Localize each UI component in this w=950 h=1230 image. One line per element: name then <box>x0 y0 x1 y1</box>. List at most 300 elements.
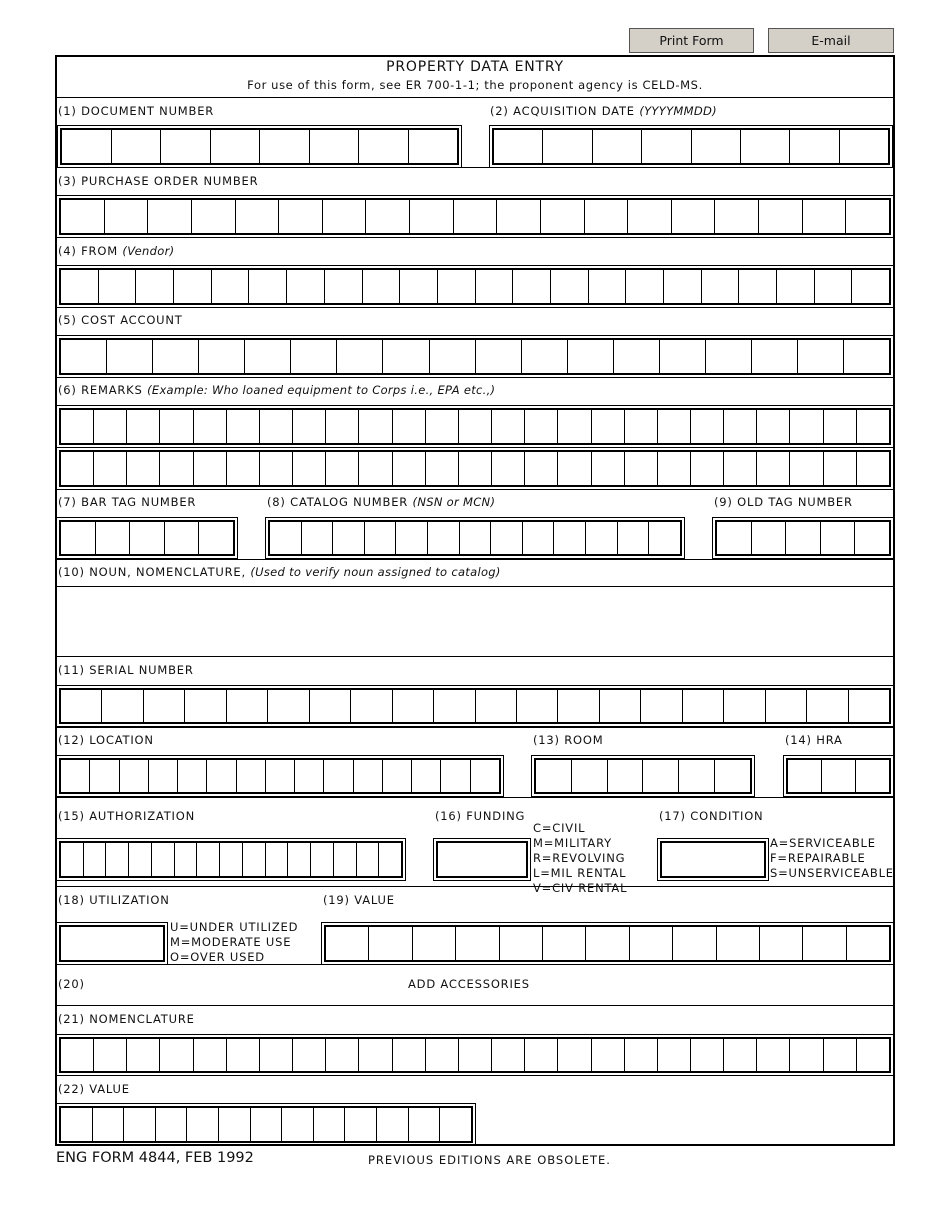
character-cell[interactable] <box>460 522 492 554</box>
character-cell[interactable] <box>600 690 641 722</box>
character-cell[interactable] <box>212 270 250 303</box>
character-cell[interactable] <box>61 340 107 373</box>
character-cell[interactable] <box>679 760 715 792</box>
character-cell[interactable] <box>61 1039 94 1071</box>
character-cell[interactable] <box>476 690 517 722</box>
character-cell[interactable] <box>554 522 586 554</box>
character-cell[interactable] <box>558 410 591 443</box>
character-cell[interactable] <box>62 130 112 163</box>
divider <box>55 586 895 587</box>
character-cell[interactable] <box>454 200 498 233</box>
character-cell[interactable] <box>471 760 499 792</box>
character-cell[interactable] <box>351 690 392 722</box>
cost-account-input[interactable] <box>56 335 894 378</box>
purchase-order-label: (3) PURCHASE ORDER NUMBER <box>58 174 259 188</box>
character-cell[interactable] <box>525 452 558 485</box>
character-cell[interactable] <box>777 270 815 303</box>
character-cell[interactable] <box>61 270 99 303</box>
character-cell[interactable] <box>211 130 261 163</box>
character-cell[interactable] <box>61 1108 93 1141</box>
utilization-code: O=OVER USED <box>170 950 265 964</box>
character-cell[interactable] <box>152 843 175 876</box>
character-cell[interactable] <box>287 270 325 303</box>
nomenclature-textarea[interactable] <box>57 588 893 655</box>
character-cell[interactable] <box>153 340 199 373</box>
character-cell[interactable] <box>717 927 760 960</box>
character-cell[interactable] <box>824 1039 857 1071</box>
character-cell[interactable] <box>127 410 160 443</box>
character-cell[interactable] <box>625 452 658 485</box>
character-cell[interactable] <box>426 410 459 443</box>
character-cell[interactable] <box>855 522 889 554</box>
character-cell[interactable] <box>759 200 803 233</box>
character-cell[interactable] <box>293 452 326 485</box>
character-cell[interactable] <box>692 130 741 163</box>
character-cell[interactable] <box>790 410 823 443</box>
character-cell[interactable] <box>293 1039 326 1071</box>
character-cell[interactable] <box>337 340 383 373</box>
room-label: (13) ROOM <box>533 733 604 747</box>
character-cell[interactable] <box>798 340 844 373</box>
character-cell[interactable] <box>492 410 525 443</box>
character-cell[interactable] <box>227 1039 260 1071</box>
character-cell[interactable] <box>365 522 397 554</box>
character-cell[interactable] <box>207 760 236 792</box>
value-input[interactable] <box>321 922 894 965</box>
funding-input[interactable] <box>433 838 531 881</box>
nomenclature-label: (10) NOUN, NOMENCLATURE, (Used to verify noun assigned to catalog) <box>58 565 501 579</box>
character-cell[interactable] <box>625 1039 658 1071</box>
bar-tag-input[interactable] <box>56 517 238 559</box>
character-cell[interactable] <box>760 927 803 960</box>
character-cell[interactable] <box>592 452 625 485</box>
character-cell[interactable] <box>363 270 401 303</box>
character-cell[interactable] <box>739 270 777 303</box>
character-cell[interactable] <box>161 130 211 163</box>
vendor-input[interactable] <box>56 265 894 308</box>
character-cell[interactable] <box>625 410 658 443</box>
divider <box>55 727 895 728</box>
character-cell[interactable] <box>409 1108 441 1141</box>
character-cell[interactable] <box>691 410 724 443</box>
character-cell[interactable] <box>803 927 846 960</box>
character-cell[interactable] <box>852 270 889 303</box>
character-cell[interactable] <box>194 410 227 443</box>
character-cell[interactable] <box>120 760 149 792</box>
character-cell[interactable] <box>857 410 889 443</box>
character-cell[interactable] <box>94 1039 127 1071</box>
character-cell[interactable] <box>156 1108 188 1141</box>
email-button[interactable]: E-mail <box>768 28 894 53</box>
character-cell[interactable] <box>393 1039 426 1071</box>
character-cell[interactable] <box>227 452 260 485</box>
character-cell[interactable] <box>219 1108 251 1141</box>
character-cell[interactable] <box>174 270 212 303</box>
character-cell[interactable] <box>112 130 162 163</box>
character-cell[interactable] <box>311 843 334 876</box>
location-input[interactable] <box>56 755 504 797</box>
character-cell[interactable] <box>440 1108 471 1141</box>
old-tag-input[interactable] <box>712 517 894 559</box>
character-cell[interactable] <box>803 200 847 233</box>
remarks-input-line-2[interactable] <box>56 447 894 490</box>
character-cell[interactable] <box>434 690 475 722</box>
character-cell[interactable] <box>393 690 434 722</box>
character-cell[interactable] <box>236 200 280 233</box>
character-cell[interactable] <box>396 522 428 554</box>
cost-account-label: (5) COST ACCOUNT <box>58 313 183 327</box>
character-cell[interactable] <box>366 200 410 233</box>
character-cell[interactable] <box>93 1108 125 1141</box>
character-cell[interactable] <box>630 927 673 960</box>
character-cell[interactable] <box>788 760 822 792</box>
character-cell[interactable] <box>715 760 750 792</box>
character-cell[interactable] <box>585 200 629 233</box>
character-cell[interactable] <box>757 410 790 443</box>
character-cell[interactable] <box>724 452 757 485</box>
character-cell[interactable] <box>127 452 160 485</box>
character-cell[interactable] <box>807 690 848 722</box>
character-cell[interactable] <box>99 270 137 303</box>
character-cell[interactable] <box>752 340 798 373</box>
character-cell[interactable] <box>266 760 295 792</box>
funding-code: L=MIL RENTAL <box>533 866 627 880</box>
character-cell[interactable] <box>857 1039 889 1071</box>
character-cell[interactable] <box>94 410 127 443</box>
character-cell[interactable] <box>459 410 492 443</box>
character-cell[interactable] <box>628 200 672 233</box>
character-cell[interactable] <box>160 452 193 485</box>
authorization-input[interactable] <box>56 838 406 881</box>
character-cell[interactable] <box>185 690 226 722</box>
character-cell[interactable] <box>626 270 664 303</box>
character-cell[interactable] <box>438 270 476 303</box>
character-cell[interactable] <box>136 270 174 303</box>
character-cell[interactable] <box>105 200 149 233</box>
character-cell[interactable] <box>592 410 625 443</box>
character-cell[interactable] <box>660 340 706 373</box>
character-cell[interactable] <box>310 690 351 722</box>
character-cell[interactable] <box>551 270 589 303</box>
character-cell[interactable] <box>325 270 363 303</box>
character-cell[interactable] <box>476 340 522 373</box>
character-cell[interactable] <box>525 410 558 443</box>
character-cell[interactable] <box>279 200 323 233</box>
character-cell[interactable] <box>412 760 441 792</box>
character-cell[interactable] <box>558 690 599 722</box>
character-cell[interactable] <box>494 130 543 163</box>
character-cell[interactable] <box>618 522 650 554</box>
character-cell[interactable] <box>359 410 392 443</box>
character-cell[interactable] <box>61 410 94 443</box>
character-cell[interactable] <box>160 410 193 443</box>
character-cell[interactable] <box>359 452 392 485</box>
utilization-code: U=UNDER UTILIZED <box>170 920 299 934</box>
character-cell[interactable] <box>127 1039 160 1071</box>
character-cell[interactable] <box>706 340 752 373</box>
character-cell[interactable] <box>323 200 367 233</box>
character-cell[interactable] <box>227 690 268 722</box>
remarks-input-line-1[interactable] <box>56 405 894 448</box>
character-cell[interactable] <box>61 452 94 485</box>
character-cell[interactable] <box>658 410 691 443</box>
character-cell[interactable] <box>199 340 245 373</box>
character-cell[interactable] <box>536 760 572 792</box>
character-cell[interactable] <box>691 452 724 485</box>
character-cell[interactable] <box>857 452 889 485</box>
character-cell[interactable] <box>724 690 765 722</box>
character-cell[interactable] <box>192 200 236 233</box>
character-cell[interactable] <box>383 760 412 792</box>
character-cell[interactable] <box>377 1108 409 1141</box>
character-cell[interactable] <box>586 522 618 554</box>
character-cell[interactable] <box>251 1108 283 1141</box>
character-cell[interactable] <box>593 130 642 163</box>
character-cell[interactable] <box>558 1039 591 1071</box>
character-cell[interactable] <box>90 760 119 792</box>
character-cell[interactable] <box>683 690 724 722</box>
character-cell[interactable] <box>106 843 129 876</box>
acquisition-date-label: (2) ACQUISITION DATE (YYYYMMDD) <box>490 104 717 118</box>
character-cell[interactable] <box>199 522 233 554</box>
print-form-button[interactable]: Print Form <box>629 28 754 53</box>
character-cell[interactable] <box>517 690 558 722</box>
character-cell[interactable] <box>497 200 541 233</box>
character-cell[interactable] <box>426 452 459 485</box>
character-cell[interactable] <box>293 410 326 443</box>
character-cell[interactable] <box>658 1039 691 1071</box>
character-cell[interactable] <box>662 843 764 876</box>
character-cell[interactable] <box>61 927 163 960</box>
character-cell[interactable] <box>345 1108 377 1141</box>
character-cell[interactable] <box>757 1039 790 1071</box>
character-cell[interactable] <box>237 760 266 792</box>
character-cell[interactable] <box>326 410 359 443</box>
character-cell[interactable] <box>249 270 287 303</box>
character-cell[interactable] <box>393 452 426 485</box>
character-cell[interactable] <box>752 522 787 554</box>
character-cell[interactable] <box>324 760 353 792</box>
character-cell[interactable] <box>672 200 716 233</box>
character-cell[interactable] <box>844 340 889 373</box>
room-input[interactable] <box>531 755 755 797</box>
character-cell[interactable] <box>649 522 680 554</box>
character-cell[interactable] <box>282 1108 314 1141</box>
character-cell[interactable] <box>379 843 401 876</box>
character-cell[interactable] <box>856 760 889 792</box>
character-cell[interactable] <box>824 452 857 485</box>
character-cell[interactable] <box>643 760 679 792</box>
character-cell[interactable] <box>194 452 227 485</box>
character-cell[interactable] <box>383 340 429 373</box>
character-cell[interactable] <box>846 200 889 233</box>
character-cell[interactable] <box>476 270 514 303</box>
character-cell[interactable] <box>302 522 334 554</box>
character-cell[interactable] <box>438 843 526 876</box>
character-cell[interactable] <box>129 843 152 876</box>
character-cell[interactable] <box>641 690 682 722</box>
acquisition-date-input[interactable] <box>489 125 893 168</box>
character-cell[interactable] <box>227 410 260 443</box>
character-cell[interactable] <box>354 760 383 792</box>
character-cell[interactable] <box>149 760 178 792</box>
character-cell[interactable] <box>410 200 454 233</box>
character-cell[interactable] <box>513 270 551 303</box>
character-cell[interactable] <box>260 1039 293 1071</box>
character-cell[interactable] <box>491 522 523 554</box>
character-cell[interactable] <box>608 760 644 792</box>
funding-code: V=CIV RENTAL <box>533 881 628 895</box>
character-cell[interactable] <box>124 1108 156 1141</box>
character-cell[interactable] <box>160 1039 193 1071</box>
character-cell[interactable] <box>61 843 84 876</box>
character-cell[interactable] <box>260 410 293 443</box>
character-cell[interactable] <box>102 690 143 722</box>
character-cell[interactable] <box>717 522 752 554</box>
character-cell[interactable] <box>525 1039 558 1071</box>
character-cell[interactable] <box>741 130 790 163</box>
character-cell[interactable] <box>400 270 438 303</box>
character-cell[interactable] <box>724 410 757 443</box>
character-cell[interactable] <box>430 340 476 373</box>
character-cell[interactable] <box>790 130 839 163</box>
character-cell[interactable] <box>786 522 821 554</box>
character-cell[interactable] <box>790 1039 823 1071</box>
character-cell[interactable] <box>84 843 107 876</box>
accessory-value-input[interactable] <box>56 1103 476 1146</box>
character-cell[interactable] <box>413 927 456 960</box>
character-cell[interactable] <box>568 340 614 373</box>
character-cell[interactable] <box>178 760 207 792</box>
character-cell[interactable] <box>840 130 888 163</box>
character-cell[interactable] <box>148 200 192 233</box>
character-cell[interactable] <box>790 452 823 485</box>
character-cell[interactable] <box>270 522 302 554</box>
character-cell[interactable] <box>558 452 591 485</box>
character-cell[interactable] <box>673 927 716 960</box>
character-cell[interactable] <box>409 130 458 163</box>
character-cell[interactable] <box>658 452 691 485</box>
funding-label: (16) FUNDING <box>435 809 526 823</box>
character-cell[interactable] <box>589 270 627 303</box>
condition-input[interactable] <box>657 838 769 881</box>
character-cell[interactable] <box>310 130 360 163</box>
character-cell[interactable] <box>333 522 365 554</box>
character-cell[interactable] <box>724 1039 757 1071</box>
character-cell[interactable] <box>314 1108 346 1141</box>
character-cell[interactable] <box>586 927 629 960</box>
character-cell[interactable] <box>572 760 608 792</box>
character-cell[interactable] <box>326 927 369 960</box>
character-cell[interactable] <box>61 522 96 554</box>
character-cell[interactable] <box>243 843 266 876</box>
character-cell[interactable] <box>268 690 309 722</box>
character-cell[interactable] <box>456 927 499 960</box>
character-cell[interactable] <box>165 522 200 554</box>
document-number-input[interactable] <box>57 125 462 168</box>
character-cell[interactable] <box>260 452 293 485</box>
character-cell[interactable] <box>359 130 409 163</box>
character-cell[interactable] <box>326 1039 359 1071</box>
character-cell[interactable] <box>592 1039 625 1071</box>
character-cell[interactable] <box>357 843 380 876</box>
character-cell[interactable] <box>194 1039 227 1071</box>
character-cell[interactable] <box>541 200 585 233</box>
character-cell[interactable] <box>295 760 324 792</box>
character-cell[interactable] <box>459 1039 492 1071</box>
character-cell[interactable] <box>61 200 105 233</box>
character-cell[interactable] <box>175 843 198 876</box>
hra-input[interactable] <box>783 755 894 797</box>
character-cell[interactable] <box>821 522 856 554</box>
character-cell[interactable] <box>492 452 525 485</box>
character-cell[interactable] <box>260 130 310 163</box>
character-cell[interactable] <box>441 760 470 792</box>
character-cell[interactable] <box>492 1039 525 1071</box>
character-cell[interactable] <box>326 452 359 485</box>
character-cell[interactable] <box>459 452 492 485</box>
character-cell[interactable] <box>822 760 856 792</box>
character-cell[interactable] <box>334 843 357 876</box>
character-cell[interactable] <box>94 452 127 485</box>
character-cell[interactable] <box>815 270 853 303</box>
character-cell[interactable] <box>664 270 702 303</box>
character-cell[interactable] <box>130 522 165 554</box>
divider <box>55 886 895 887</box>
accessory-nomenclature-input[interactable] <box>56 1034 894 1076</box>
character-cell[interactable] <box>61 760 90 792</box>
character-cell[interactable] <box>245 340 291 373</box>
character-cell[interactable] <box>220 843 243 876</box>
character-cell[interactable] <box>288 843 311 876</box>
character-cell[interactable] <box>522 340 568 373</box>
character-cell[interactable] <box>428 522 460 554</box>
character-cell[interactable] <box>96 522 131 554</box>
character-cell[interactable] <box>426 1039 459 1071</box>
character-cell[interactable] <box>61 690 102 722</box>
character-cell[interactable] <box>614 340 660 373</box>
character-cell[interactable] <box>369 927 412 960</box>
character-cell[interactable] <box>359 1039 392 1071</box>
form-title: PROPERTY DATA ENTRY <box>386 59 564 75</box>
serial-number-input[interactable] <box>56 685 894 727</box>
character-cell[interactable] <box>107 340 153 373</box>
character-cell[interactable] <box>187 1108 219 1141</box>
purchase-order-input[interactable] <box>56 195 894 238</box>
character-cell[interactable] <box>543 927 586 960</box>
character-cell[interactable] <box>266 843 289 876</box>
character-cell[interactable] <box>500 927 543 960</box>
character-cell[interactable] <box>691 1039 724 1071</box>
character-cell[interactable] <box>715 200 759 233</box>
character-cell[interactable] <box>393 410 426 443</box>
character-cell[interactable] <box>543 130 592 163</box>
character-cell[interactable] <box>757 452 790 485</box>
character-cell[interactable] <box>144 690 185 722</box>
utilization-input[interactable] <box>56 922 168 965</box>
character-cell[interactable] <box>849 690 889 722</box>
character-cell[interactable] <box>766 690 807 722</box>
catalog-number-input[interactable] <box>265 517 685 559</box>
character-cell[interactable] <box>291 340 337 373</box>
character-cell[interactable] <box>197 843 220 876</box>
character-cell[interactable] <box>642 130 691 163</box>
funding-code: C=CIVIL <box>533 821 586 835</box>
character-cell[interactable] <box>824 410 857 443</box>
character-cell[interactable] <box>523 522 555 554</box>
character-cell[interactable] <box>847 927 889 960</box>
character-cell[interactable] <box>702 270 740 303</box>
